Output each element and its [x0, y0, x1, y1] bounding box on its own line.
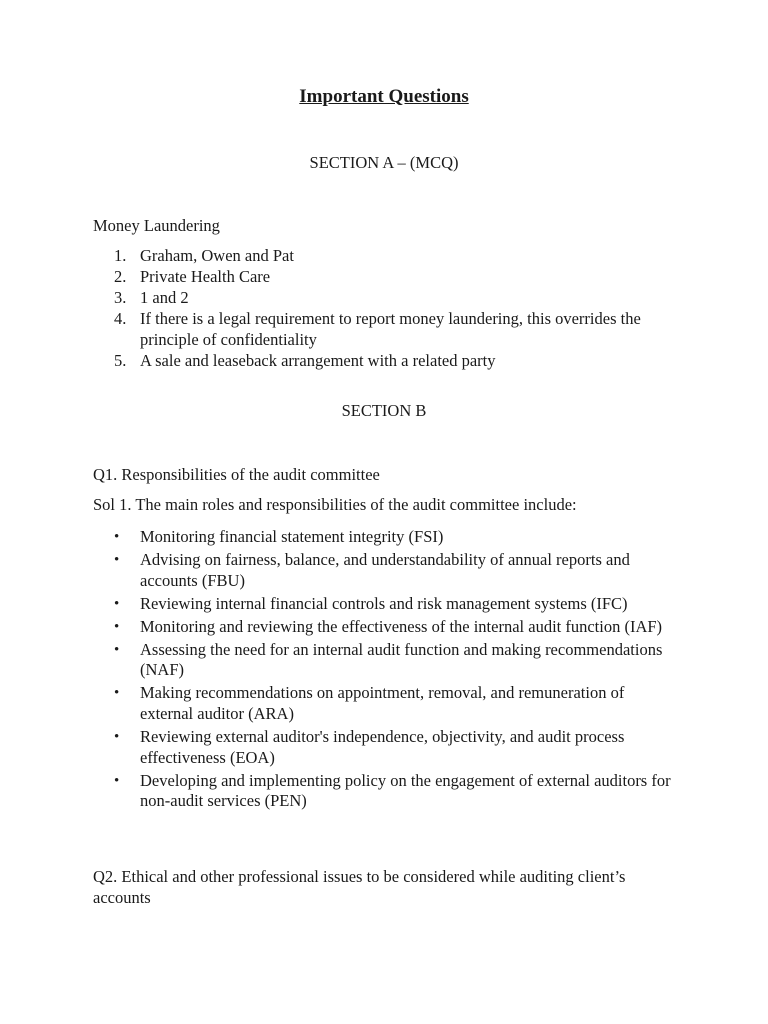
list-item-text: Monitoring financial statement integrity (FSI) [140, 527, 444, 546]
list-item [93, 527, 673, 548]
list-item-text: Private Health Care [140, 267, 271, 286]
list-item [93, 351, 673, 372]
list-item [93, 246, 673, 267]
list-item [93, 640, 673, 681]
question-2: Q2. Ethical and other professional issues to be considered while auditing client’s accounts [93, 867, 626, 907]
topic-heading-money-laundering: Money Laundering [93, 216, 220, 235]
list-number: 4. [114, 309, 127, 328]
list-item-text: Reviewing internal financial controls and risk management systems (IFC) [140, 593, 628, 613]
list-item-text: Reviewing external auditor's independence, objectivity, and audit process effectiveness (EOA) [140, 727, 625, 767]
question-1: Q1. Responsibilities of the audit committee [93, 465, 380, 484]
list-number: 1. [114, 246, 127, 265]
list-item-text: Advising on fairness, balance, and understandability of annual reports and accounts (FBU) [140, 550, 630, 590]
bullet-icon: • [114, 529, 120, 545]
list-item-text: Developing and implementing policy on the engagement of external auditors for non-audit services (PEN) [140, 770, 671, 811]
bullet-icon: • [114, 772, 120, 789]
bullet-icon: • [114, 595, 120, 612]
list-item [93, 309, 673, 350]
section-a-heading: SECTION A – (MCQ) [309, 153, 459, 172]
section-b-heading: SECTION B [341, 401, 427, 420]
list-number: 5. [114, 350, 127, 370]
list-item-text: Making recommendations on appointment, removal, and remuneration of external auditor (ARA) [140, 683, 625, 723]
list-item [93, 727, 673, 768]
list-item-text: Monitoring and reviewing the effectiveness of the internal audit function (IAF) [140, 616, 663, 636]
list-item-text: Graham, Owen and Pat [140, 246, 294, 265]
bullet-icon: • [114, 641, 120, 658]
list-item [93, 288, 673, 309]
list-item-text: If there is a legal requirement to report money laundering, this overrides the principle of confidentiality [140, 309, 641, 349]
bullet-icon: • [114, 552, 120, 569]
list-item [93, 550, 673, 591]
list-item [93, 594, 673, 615]
bullet-icon: • [114, 618, 120, 635]
list-number: 3. [114, 288, 127, 307]
list-item [93, 683, 673, 724]
list-item [93, 267, 673, 288]
list-item-text: 1 and 2 [140, 288, 189, 307]
list-item [93, 771, 673, 812]
audit-committee-roles-list [93, 527, 673, 814]
solution-1-intro: Sol 1. The main roles and responsibilities of the audit committee include: [93, 495, 577, 514]
list-number: 2. [114, 267, 127, 286]
page-title: Important Questions [299, 86, 469, 107]
bullet-icon: • [114, 729, 120, 746]
list-item [93, 617, 673, 638]
mcq-answer-list [93, 246, 673, 372]
bullet-icon: • [114, 685, 120, 702]
list-item-text: Assessing the need for an internal audit function and making recommendations (NAF) [140, 639, 663, 680]
list-item-text: A sale and leaseback arrangement with a related party [140, 350, 496, 370]
